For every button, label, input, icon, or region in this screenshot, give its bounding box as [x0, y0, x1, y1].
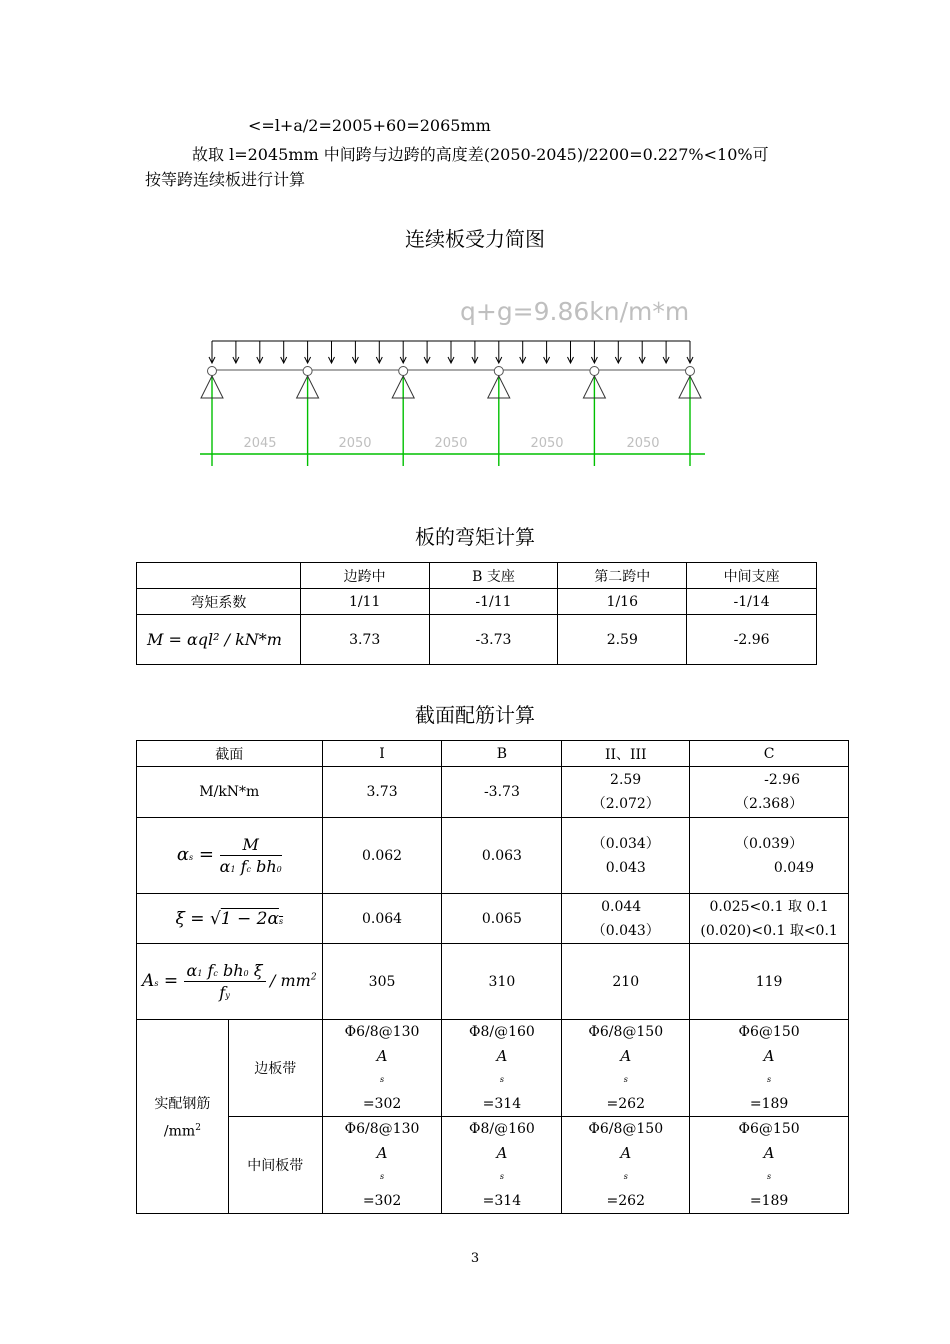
xi-formula: ξ = √1 − 2αs	[137, 894, 323, 944]
bar-spec: Φ8/@160	[468, 1024, 535, 1040]
table-cell: 210	[562, 944, 690, 1020]
area-value: A s =314	[482, 1144, 522, 1209]
table-header: B	[442, 741, 562, 767]
table-cell: -3.73	[429, 615, 558, 665]
table-header: 第二跨中	[558, 563, 687, 589]
support	[679, 367, 701, 467]
span-label: 2050	[626, 436, 660, 451]
area-value: A s =262	[606, 1144, 645, 1209]
continuous-slab-diagram	[195, 290, 735, 470]
table-row	[137, 1117, 849, 1214]
table-cell	[690, 1117, 849, 1214]
load-arrow	[376, 341, 382, 363]
span-label: 2050	[530, 436, 564, 451]
support	[297, 367, 319, 467]
table-cell: 3.73	[322, 767, 442, 818]
table-cell	[690, 1020, 849, 1117]
load-arrow	[305, 341, 311, 363]
table-cell: 1/11	[300, 589, 429, 615]
table-header: I	[322, 741, 442, 767]
table-cell: 0.063	[442, 818, 562, 894]
cell-alt-value: (0.020)<0.1 取<0.1	[700, 922, 838, 939]
page-number: 3	[470, 1251, 480, 1266]
load-arrow	[352, 341, 358, 363]
table-cell: -1/14	[687, 589, 817, 615]
load-arrow	[424, 341, 430, 363]
table-cell: 0.065	[442, 894, 562, 944]
span-label: 2045	[243, 436, 277, 451]
load-arrow	[472, 341, 478, 363]
middle-band-label: 中间板带	[228, 1117, 322, 1214]
table-cell: 3.73	[300, 615, 429, 665]
table-row	[137, 563, 817, 589]
load-arrow	[639, 341, 645, 363]
cell-alt-value: （2.368）	[735, 796, 804, 812]
table-row	[137, 767, 849, 818]
area-value: A s =262	[606, 1047, 645, 1112]
as-formula: As = $\frac{\text{α1 fc bh0 ξ}}{fy}$ / $mm^2$	[137, 944, 323, 1020]
cell-main-value: 0.025<0.1 取 0.1	[709, 898, 829, 915]
intro-line-3: 按等跨连续板进行计算	[145, 170, 306, 189]
span-label: 2050	[338, 436, 372, 451]
table-row	[137, 615, 817, 665]
table-cell: 0.064	[322, 894, 442, 944]
load-arrow	[568, 341, 574, 363]
support	[488, 367, 510, 467]
cell-alt-value: （2.072）	[591, 796, 660, 812]
table-cell	[690, 767, 849, 818]
table-row	[137, 589, 817, 615]
intro-line-2: 故取 l=2045mm 中间跨与边跨的高度差(2050-2045)/2200=0.227%<10%可	[192, 145, 769, 164]
table-header: 中间支座	[687, 563, 817, 589]
rebar-table	[136, 740, 849, 1214]
table-cell	[562, 767, 690, 818]
area-value: A s =302	[362, 1047, 402, 1112]
moment-formula: M = αql² / kN*m	[137, 615, 301, 665]
load-arrow	[448, 341, 454, 363]
unit-sup: 2	[195, 1122, 201, 1133]
load-arrow	[496, 341, 502, 363]
bar-spec: Φ6/8@130	[344, 1024, 420, 1040]
table-cell: 310	[442, 944, 562, 1020]
table-cell: 119	[690, 944, 849, 1020]
cell-main-value: 0.043	[605, 859, 646, 876]
support	[583, 367, 605, 467]
actual-rebar-title: 实配钢筋	[154, 1095, 211, 1112]
table-cell: -3.73	[442, 767, 562, 818]
table-header: C	[690, 741, 849, 767]
row-label: 弯矩系数	[137, 589, 301, 615]
cell-alt-value: （0.039）	[735, 835, 804, 852]
table-header: II、III	[562, 741, 690, 767]
table-row	[137, 894, 849, 944]
supports	[201, 367, 701, 467]
table-row	[137, 741, 849, 767]
bar-spec: Φ6/8@150	[588, 1024, 664, 1040]
table-cell	[322, 1117, 442, 1214]
moment-table	[136, 562, 817, 665]
load-arrow	[544, 341, 550, 363]
unit-text: /mm	[163, 1123, 196, 1140]
bar-spec: Φ6@150	[738, 1024, 800, 1040]
support	[201, 367, 223, 467]
table-cell	[562, 818, 690, 894]
bar-spec: Φ6/8@150	[588, 1121, 664, 1137]
load-arrow	[687, 341, 693, 363]
load-arrow	[520, 341, 526, 363]
load-arrow	[281, 341, 287, 363]
span-label: 2050	[434, 436, 468, 451]
table-cell: 0.062	[322, 818, 442, 894]
table-row	[137, 1020, 849, 1117]
load-arrow	[233, 341, 239, 363]
bar-spec: Φ8/@160	[468, 1121, 535, 1137]
cell-main-value: 0.044	[601, 898, 642, 915]
cell-main-value: 0.049	[773, 859, 814, 876]
area-value: A s =302	[362, 1144, 402, 1209]
table-cell	[562, 1020, 690, 1117]
load-arrow	[329, 341, 335, 363]
table-row	[137, 944, 849, 1020]
table-cell: -1/11	[429, 589, 558, 615]
table-row	[137, 818, 849, 894]
table-cell	[690, 818, 849, 894]
cell-main-value: -2.96	[764, 772, 800, 788]
table-header: B 支座	[429, 563, 558, 589]
intro-line-1: <=l+a/2=2005+60=2065mm	[248, 116, 491, 135]
cell-alt-value: （0.034）	[591, 835, 660, 852]
support	[392, 367, 414, 467]
load-arrow	[257, 341, 263, 363]
load-arrow	[615, 341, 621, 363]
table-cell	[442, 1117, 562, 1214]
table-cell: 2.59	[558, 615, 687, 665]
bar-spec: Φ6@150	[738, 1121, 800, 1137]
edge-band-label: 边板带	[228, 1020, 322, 1117]
cell-main-value: 2.59	[610, 772, 642, 788]
table-header: 边跨中	[300, 563, 429, 589]
table-cell	[322, 1020, 442, 1117]
alpha-s-formula: αs = $\frac{M}{\text{α1 fc bh0}}$	[137, 818, 323, 894]
table-cell	[562, 894, 690, 944]
load-arrow	[663, 341, 669, 363]
span-labels	[243, 436, 659, 451]
table-header: 截面	[137, 741, 323, 767]
actual-rebar-label	[137, 1020, 229, 1214]
bar-spec: Φ6/8@130	[344, 1121, 420, 1137]
area-value: A s =189	[749, 1047, 789, 1112]
rebar-section-title: 截面配筋计算	[415, 703, 535, 727]
area-value: A s =189	[749, 1144, 789, 1209]
table-cell	[562, 1117, 690, 1214]
moment-section-title: 板的弯矩计算	[415, 525, 535, 549]
table-cell	[442, 1020, 562, 1117]
diagram-title: 连续板受力简图	[405, 227, 545, 251]
load-arrow	[400, 341, 406, 363]
load-arrow	[591, 341, 597, 363]
table-cell	[690, 894, 849, 944]
load-arrows	[209, 341, 693, 363]
table-cell: 305	[322, 944, 442, 1020]
area-value: A s =314	[482, 1047, 522, 1112]
table-cell	[137, 563, 301, 589]
cell-alt-value: （0.043）	[591, 922, 660, 939]
table-cell: 1/16	[558, 589, 687, 615]
table-cell: -2.96	[687, 615, 817, 665]
row-label: M/kN*m	[137, 767, 323, 818]
load-arrow	[209, 341, 215, 363]
load-label: q+g=9.86kn/m*m	[460, 297, 690, 326]
actual-rebar-unit	[141, 1117, 224, 1143]
